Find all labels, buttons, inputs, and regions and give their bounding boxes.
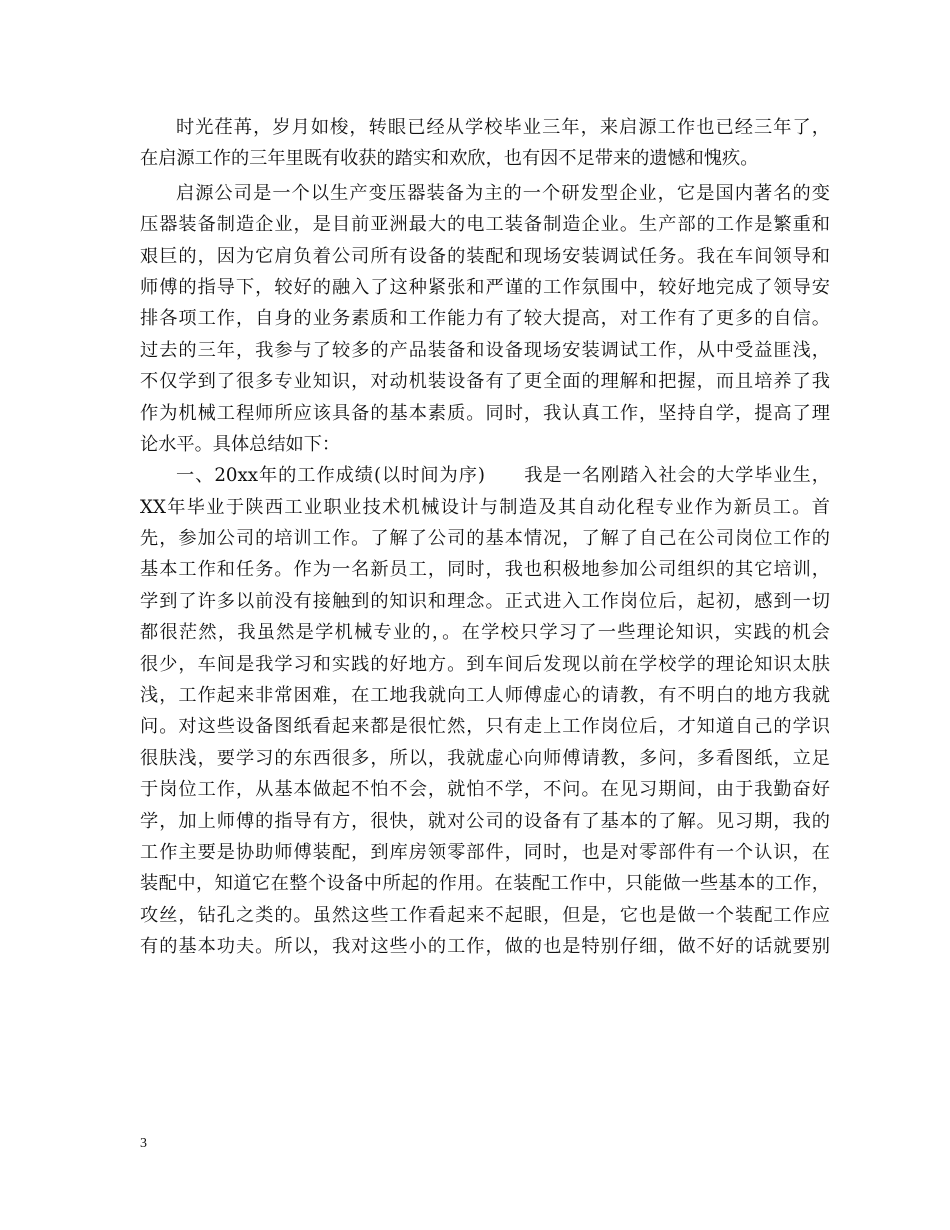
text-line: 压器装备制造企业，是目前亚洲最大的电工装备制造企业。生产部的工作是繁重和: [140, 214, 830, 236]
text-line: 学，加上师傅的指导有方，很快，就对公司的设备有了基本的了解。见习期，我的: [140, 810, 830, 832]
paragraph-achievements: [140, 460, 830, 962]
text-line: XX年毕业于陕西工业职业技术机械设计与制造及其自动化程专业作为新员工。首: [140, 496, 830, 518]
text-line: 学到了许多以前没有接触到的知识和理念。正式进入工作岗位后，起初，感到一切: [140, 590, 830, 612]
text-line: 作为机械工程师所应该具备的基本素质。同时，我认真工作，坚持自学，提高了理: [140, 402, 830, 424]
text-line: 很少，车间是我学习和实践的好地方。到车间后发现以前在学校学的理论知识太肤: [140, 653, 830, 675]
text-line: 时光荏苒，岁月如梭，转眼已经从学校毕业三年，来启源工作也已经三年了，: [176, 117, 830, 138]
text-line: 有的基本功夫。所以，我对这些小的工作，做的也是特别仔细，做不好的话就要别: [140, 936, 830, 958]
text-line: 在启源工作的三年里既有收获的踏实和欢欣，也有因不足带来的遗憾和愧疚。: [140, 148, 759, 170]
paragraph-company: [140, 178, 830, 461]
page-number: 3: [140, 1136, 147, 1151]
text-line: 师傅的指导下，较好的融入了这种紧张和严谨的工作氛围中，较好地完成了领导安: [140, 276, 830, 298]
text-line: 工作主要是协助师傅装配，到库房领零部件，同时，也是对零部件有一个认识，在: [140, 841, 830, 863]
text-line: 不仅学到了很多专业知识，对动机装设备有了更全面的理解和把握，而且培养了我: [140, 371, 830, 393]
text-line: 浅，工作起来非常困难，在工地我就向工人师傅虚心的请教，有不明白的地方我就: [140, 685, 830, 707]
text-line: 都很茫然，我虽然是学机械专业的，。在学校只学习了一些理论知识，实践的机会: [140, 622, 830, 644]
text-line: 排各项工作，自身的业务素质和工作能力有了较大提高，对工作有了更多的自信。: [140, 308, 830, 330]
text-line: 于岗位工作，从基本做起不怕不会，就怕不学，不问。在见习期间，由于我勤奋好: [140, 779, 830, 801]
text-line: 艰巨的，因为它肩负着公司所有设备的装配和现场安装调试任务。我在车间领导和: [140, 245, 830, 267]
text-line: 基本工作和任务。作为一名新员工，同时，我也积极地参加公司组织的其它培训，: [140, 559, 830, 581]
text-line: 过去的三年，我参与了较多的产品装备和设备现场安装调试工作，从中受益匪浅，: [140, 339, 830, 361]
text-line: 很肤浅，要学习的东西很多，所以，我就虚心向师傅请教，多问，多看图纸，立足: [140, 747, 830, 769]
document-body: [140, 112, 830, 963]
text-line: 问。对这些设备图纸看起来都是很忙然，只有走上工作岗位后，才知道自己的学识: [140, 716, 830, 738]
paragraph-intro: [140, 112, 830, 175]
text-line: 一、20xx年的工作成绩(以时间为序) 我是一名刚踏入社会的大学毕业生，: [176, 465, 830, 487]
text-line: 论水平。具体总结如下：: [140, 433, 341, 455]
text-line: 先，参加公司的培训工作。了解了公司的基本情况，了解了自己在公司岗位工作的: [140, 528, 830, 550]
text-line: 攻丝，钻孔之类的。虽然这些工作看起来不起眼，但是，它也是做一个装配工作应: [140, 904, 830, 926]
text-line: 启源公司是一个以生产变压器装备为主的一个研发型企业，它是国内著名的变: [176, 182, 830, 204]
text-line: 装配中，知道它在整个设备中所起的作用。在装配工作中，只能做一些基本的工作，: [140, 873, 830, 895]
